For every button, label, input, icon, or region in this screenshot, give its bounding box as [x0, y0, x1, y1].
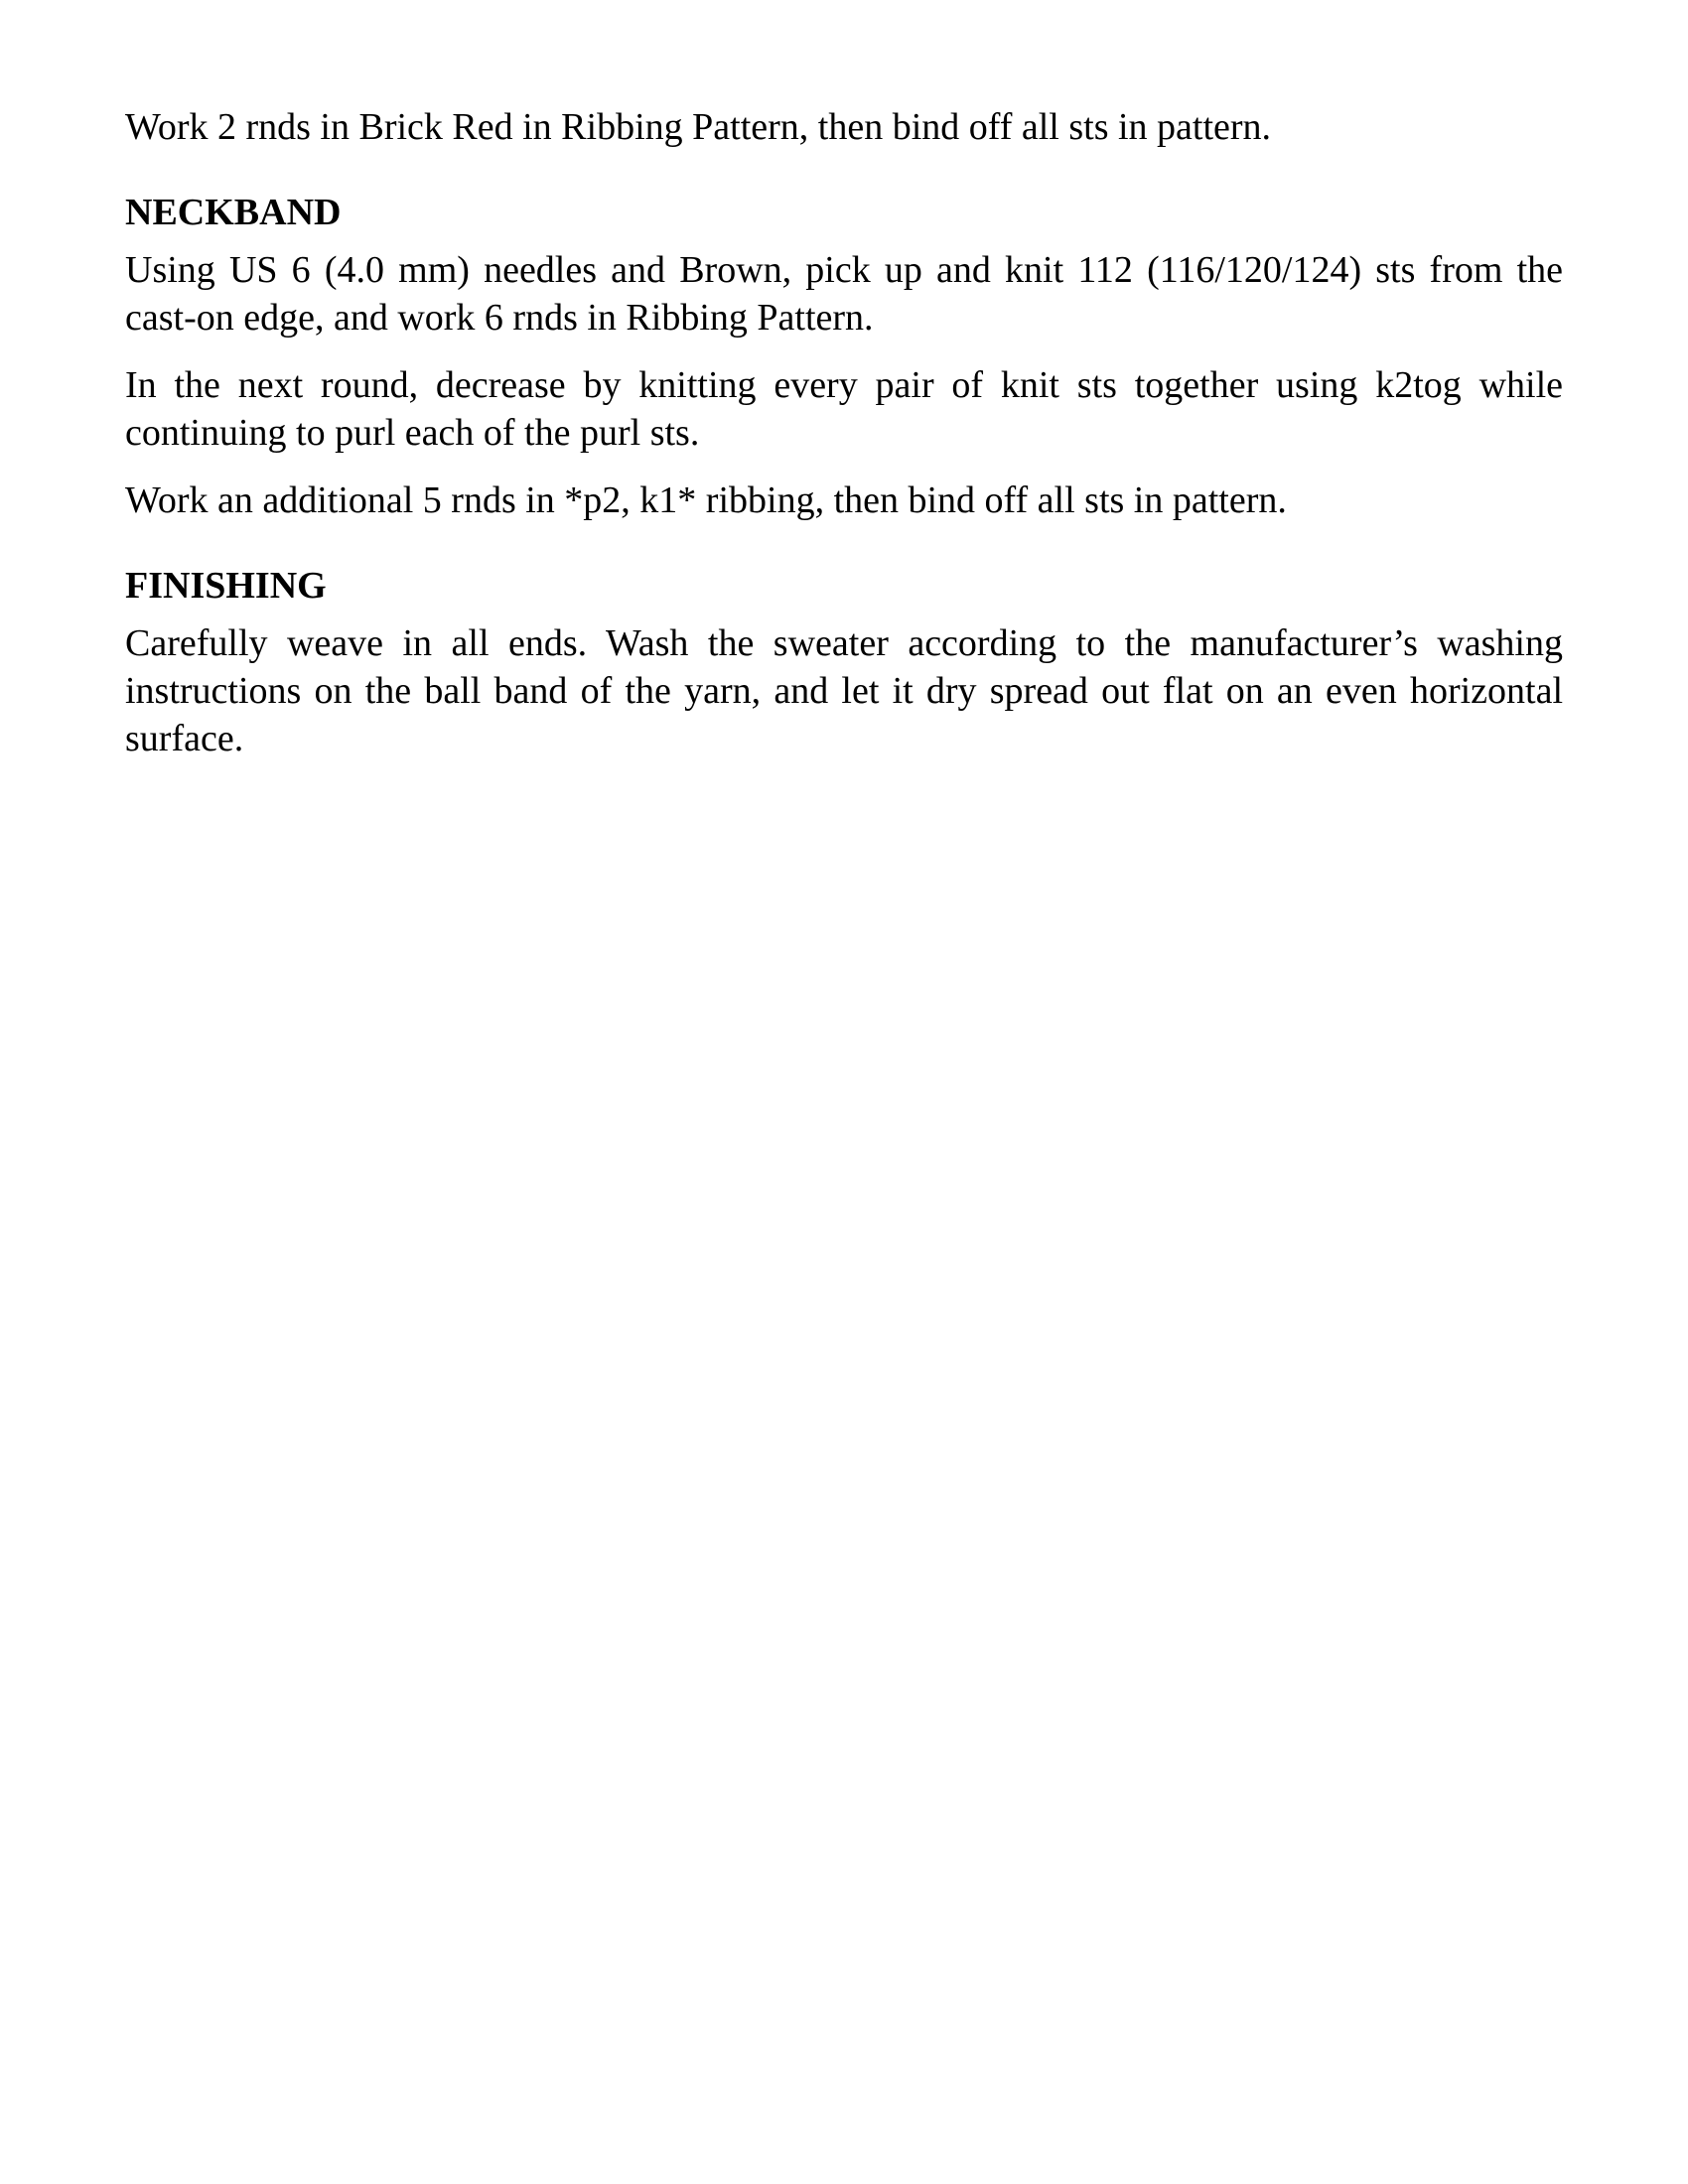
neckband-paragraph-2: In the next round, decrease by knitting every pair of knit sts together using k2tog while continuing to purl each of the purl sts.: [125, 364, 1563, 454]
neckband-paragraph-3: Work an additional 5 rnds in *p2, k1* ribbing, then bind off all sts in pattern.: [125, 479, 1287, 521]
section-heading-finishing: FINISHING: [125, 565, 327, 607]
document-page: [125, 103, 1563, 762]
neckband-paragraph-1: Using US 6 (4.0 mm) needles and Brown, pick up and knit 112 (116/120/124) sts from the cast-on edge, and work 6 rnds in Ribbing Pattern.: [125, 249, 1563, 339]
intro-paragraph: Work 2 rnds in Brick Red in Ribbing Pattern, then bind off all sts in pattern.: [125, 106, 1272, 148]
section-heading-neckband: NECKBAND: [125, 192, 342, 233]
finishing-paragraph: Carefully weave in all ends. Wash the sweater according to the manufacturer’s washing instructions on the ball band of the yarn, and let it dry spread out flat on an even horizontal surface.: [125, 622, 1563, 759]
